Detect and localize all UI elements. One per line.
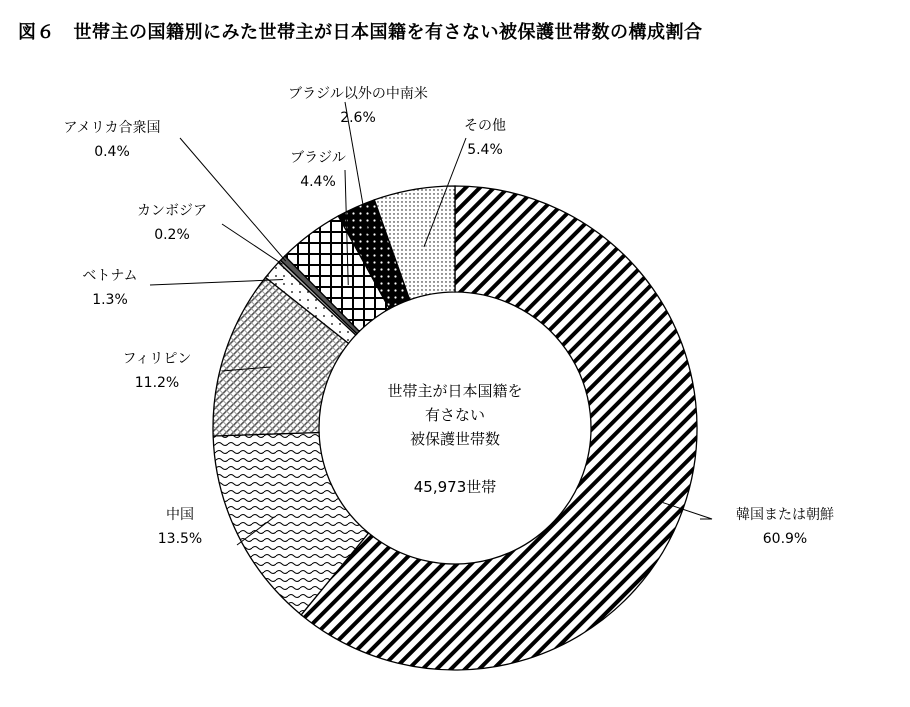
slice-label-8: ブラジル以外の中南米 xyxy=(288,86,428,102)
slice-value-label-3: 11.2% xyxy=(134,375,180,391)
center-line-1: 世帯主が日本国籍を xyxy=(387,382,523,400)
donut-center-text xyxy=(387,382,522,496)
center-line-2: 有さない xyxy=(424,406,486,424)
slice-label-6: アメリカ合衆国 xyxy=(63,120,161,136)
leader-line-6 xyxy=(180,138,286,261)
slice-label-3: フィリピン xyxy=(122,351,192,367)
slice-value-label-9: 5.4% xyxy=(467,142,503,158)
slice-value-label-8: 2.6% xyxy=(340,110,376,126)
slice-value-label-1: 60.9% xyxy=(762,531,808,547)
slice-value-label-4: 1.3% xyxy=(92,292,128,308)
slice-label-7: ブラジル xyxy=(290,150,346,166)
slice-value-label-6: 0.4% xyxy=(94,144,130,160)
slice-label-9: その他 xyxy=(464,118,506,134)
center-line-3: 被保護世帯数 xyxy=(409,430,501,448)
slice-value-label-7: 4.4% xyxy=(300,174,336,190)
leader-line-5 xyxy=(222,224,283,264)
slice-label-4: ベトナム xyxy=(82,268,138,284)
slice-value-label-5: 0.2% xyxy=(154,227,190,243)
slice-label-2: 中国 xyxy=(166,507,194,523)
chart-title: 図６ 世帯主の国籍別にみた世帯主が日本国籍を有さない被保護世帯数の構成割合 xyxy=(18,22,703,43)
slice-label-5: カンボジア xyxy=(137,203,207,219)
slice-label-1: 韓国または朝鮮 xyxy=(736,507,834,523)
center-total: 45,973世帯 xyxy=(413,478,497,496)
slice-value-label-2: 13.5% xyxy=(157,531,203,547)
